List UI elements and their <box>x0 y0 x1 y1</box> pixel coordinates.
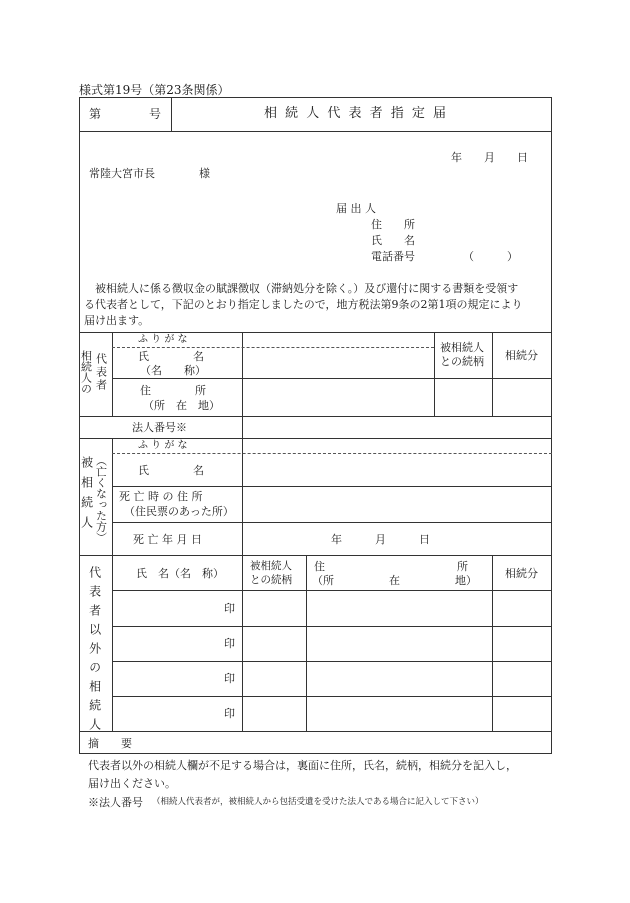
header-divider <box>171 97 172 131</box>
rep-address-label: 住 所 <box>140 384 206 397</box>
notice-body-line-1: 被相続人に係る徴収金の賦課徴収（滞納処分を除く。）及び還付に関する書類を受領す <box>84 282 519 295</box>
rep-col-divider <box>112 332 113 416</box>
submitter-address-label: 住 所 <box>371 218 415 231</box>
oth-header-rule <box>112 590 552 591</box>
corp-number-label: 法人番号※ <box>132 421 187 434</box>
footnote-line-1: 代表者以外の相続人欄が不足する場合は，裏面に住所，氏名，続柄，相続分を記入し， <box>88 759 517 772</box>
rep-name-label: 氏 名 <box>138 350 204 363</box>
oth-row-rule-2 <box>112 661 552 662</box>
oth-bottom-rule <box>79 731 552 732</box>
rep-furigana-rule <box>112 347 434 348</box>
notice-body-line-3: 届け出ます。 <box>84 314 150 327</box>
dec-name-label: 氏 名 <box>138 464 204 477</box>
oth-share-divider <box>492 555 493 731</box>
notice-date: 年 月 日 <box>451 151 528 164</box>
rep-sub-label: 代表者 <box>94 353 108 392</box>
dec-label-divider <box>242 438 243 555</box>
dec-sub-label: （亡くなった方） <box>94 455 108 543</box>
dec-group-label: 被相続人 <box>79 456 94 536</box>
dec-rule-2 <box>112 522 552 523</box>
remarks-label: 摘 要 <box>88 737 132 750</box>
rep-address-label-sub: （所 在 地） <box>143 399 220 412</box>
dec-furigana-label: ふ り が な <box>138 440 188 451</box>
form-code: 様式第19号（第23条関係） <box>79 83 230 97</box>
rep-mid-rule <box>112 378 552 379</box>
seal-mark-2: 印 <box>224 637 235 650</box>
dec-furigana-rule <box>112 453 552 454</box>
addressee: 常陸大宮市長 様 <box>89 167 210 180</box>
rep-group-label: 相続人の <box>79 350 93 394</box>
oth-group-label: 代表者以外の相続人 <box>87 566 102 737</box>
oth-row-rule-3 <box>112 696 552 697</box>
submitter-name-label: 氏 名 <box>371 234 415 247</box>
rep-share-divider <box>492 332 493 416</box>
submitter-phone-label: 電話番号 <box>371 250 415 263</box>
oth-row-rule-1 <box>112 626 552 627</box>
notice-body-line-2: る代表者として，下記のとおり指定しましたので，地方税法第9条の2第1項の規定により <box>84 298 523 311</box>
number-label: 第 号 <box>89 107 162 121</box>
submitter-phone-paren: （ ） <box>463 250 518 263</box>
dec-death-date-value: 年 月 日 <box>331 533 430 546</box>
oth-relation-divider <box>306 555 307 731</box>
rep-bottom-rule <box>79 416 552 417</box>
dec-col-divider <box>112 438 113 555</box>
rep-furigana-label: ふ り が な <box>138 334 188 345</box>
oth-col-name: 氏 名（名 称） <box>136 567 224 580</box>
seal-mark-3: 印 <box>224 672 235 685</box>
dec-death-date-label: 死 亡 年 月 日 <box>133 533 202 546</box>
header-bottom-rule <box>79 131 552 132</box>
oth-col-share: 相続分 <box>505 567 538 580</box>
oth-col-address: 住 所 <box>314 560 468 573</box>
rep-relation-divider <box>434 332 435 416</box>
seal-mark-1: 印 <box>224 602 235 615</box>
oth-col-address-sub: （所 在 地） <box>312 574 477 587</box>
footnote-line-2: 届け出ください。 <box>88 777 176 790</box>
corp-note-label: ※法人番号 <box>88 796 143 809</box>
dec-address-label-sub: （住民票のあった所） <box>124 505 234 518</box>
corp-bottom-rule <box>79 438 552 439</box>
dec-bottom-rule <box>79 555 552 556</box>
oth-name-divider <box>242 555 243 731</box>
rep-share-label: 相続分 <box>505 349 538 362</box>
oth-col-divider <box>112 555 113 731</box>
rep-relation-label-1: 被相続人 <box>440 341 484 354</box>
seal-mark-4: 印 <box>224 707 235 720</box>
oth-col-relation-2: との続柄 <box>250 574 292 586</box>
dec-address-label: 死 亡 時 の 住 所 <box>119 490 203 503</box>
submitter-label: 届 出 人 <box>336 202 376 215</box>
rep-relation-label-2: との続柄 <box>440 355 484 368</box>
dec-rule-1 <box>112 486 552 487</box>
oth-col-relation-1: 被相続人 <box>250 560 292 572</box>
form-title: 相 続 人 代 表 者 指 定 届 <box>264 106 449 121</box>
corp-note-text: （相続人代表者が，被相続人から包括受遺を受けた法人である場合に記入して下さい） <box>152 797 484 807</box>
rep-top-rule <box>79 332 552 333</box>
rep-name-label-sub: （名 称） <box>140 364 206 377</box>
